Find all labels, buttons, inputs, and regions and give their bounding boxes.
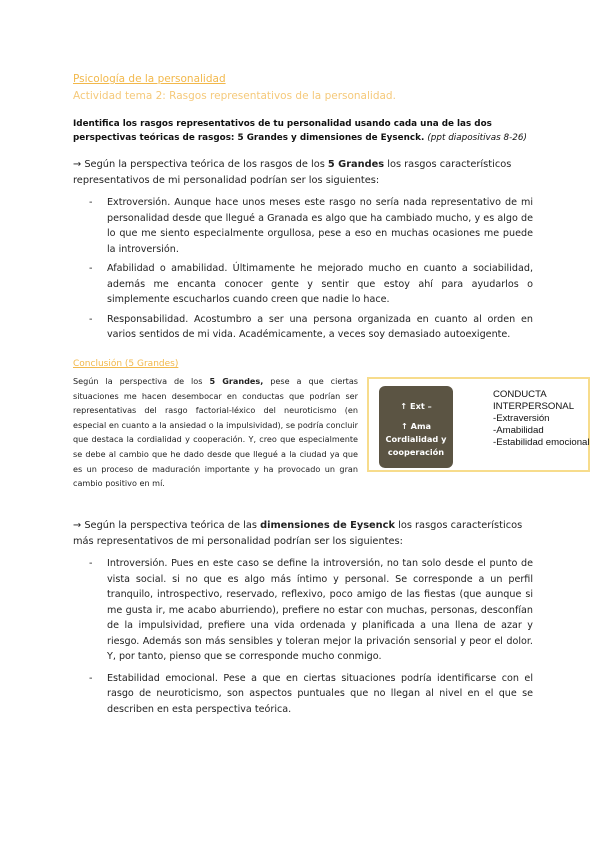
figure-summary-box xyxy=(379,386,453,468)
list-item: - Extroversión. Aunque hace unos meses este rasgo no sería nada representativo de mi personalidad desde que llegué a Granada es algo que ha cambiado mucho, y es algo de lo que me siento especialmente orgullosa, pese a eso en muchas ocasiones me puede la introversión. xyxy=(89,197,533,255)
figure-item: -Extraversión xyxy=(493,413,550,424)
eysenck-list xyxy=(73,556,533,721)
course-title: Psicología de la personalidad xyxy=(73,73,226,85)
conclusion-post: pese a que ciertas situaciones me hacen desembocar en conductas que podrían ser representativas del rasgo factorial-léxico del neuroticismo (en especial en cuanto a la ansiedad o la impulsividad), se podría concluir que destaca la cordialidad y cooperación. Y, creo que especialmente se debe al cambio que he dado desde que llegué a la ciudad ya que es un proceso de maduración importante y ha provocado un gran cambio positivo en mí. xyxy=(73,376,359,489)
big5-intro-post: los rasgos característicos representativos de mi personalidad podrían ser los siguientes: xyxy=(73,159,512,186)
eysenck-intro-pre: → Según la perspectiva teórica de las xyxy=(73,520,261,531)
figure-heading-2: INTERPERSONAL xyxy=(493,401,575,412)
big5-intro xyxy=(73,157,533,188)
conclusion-bold: 5 Grandes, xyxy=(209,376,264,386)
list-item-text: Estabilidad emocional. Pese a que en ciertas situaciones podría identificarse con el rasgo de neuroticismo, son aspectos puntuales que no llegan al nivel en el que se describen en esta perspectiva teórica. xyxy=(107,672,533,715)
list-item: - Responsabilidad. Acostumbro a ser una persona organizada en cuanto al orden en varios sentidos de mi vida. Académicamente, a veces soy demasiado autoexigente. xyxy=(89,313,533,340)
task-reference: (ppt diapositivas 8-26) xyxy=(427,133,527,143)
conclusion-title: Conclusión (5 Grandes) xyxy=(73,359,179,369)
list-item-text: Introversión. Pues en este caso se define la introversión, no tan solo desde el punto de vista social. si no que es algo más íntimo y personal. Se corresponde a un perfil tranquilo, introspectivo, reservado, reflexivo, poco amigo de las fiestas (que aunque si me gusta ir, me acabo aburriendo), prefiere no estar con muchas, personas, desconfían de la impulsividad, prefiere una vida ordenada y planificada a una llena de azar y riesgo. Además son más sensibles y toleran mejor la privación sensorial y peor el dolor. Y, por tanto, pienso que se corresponde mucho conmigo. xyxy=(107,558,533,662)
eysenck-intro-bold: dimensiones de Eysenck xyxy=(260,520,395,531)
conclusion-text xyxy=(73,374,358,491)
activity-title: Actividad tema 2: Rasgos representativos de la personalidad. xyxy=(73,90,396,102)
summary-line-ext: ↑ Ext – xyxy=(400,401,432,411)
list-item-text: Extroversión. Aunque hace unos meses este rasgo no sería nada representativo de mi personalidad desde que llegué a Granada es algo que ha cambiado mucho, y es algo de lo que me siento especialmente orgullosa, pese a eso en muchas ocasiones me puede la introversión. xyxy=(107,197,533,255)
big5-intro-pre: → Según la perspectiva teórica de los rasgos de los xyxy=(73,159,328,170)
figure-interpersonal xyxy=(493,389,590,449)
list-item: - Afabilidad o amabilidad. Últimamente he mejorado mucho en cuanto a sociabilidad, además me encanta conocer gente y sentir que estoy ahí para ayudarlos o simplemente escucharlos cuando creen que nadie lo hace. xyxy=(89,263,533,305)
figure-item: -Amabilidad xyxy=(493,425,544,436)
eysenck-intro xyxy=(73,518,533,549)
eysenck-intro-post: los rasgos característicos más representativos de mi personalidad podrían ser los siguientes: xyxy=(73,520,523,547)
list-item: - Introversión. Pues en este caso se define la introversión, no tan solo desde el punto de vista social. si no que es algo más íntimo y personal. Se corresponde a un perfil tranquilo, introspectivo, reservado, reflexivo, poco amigo de las fiestas (que aunque si me gusta ir, me acabo aburriendo), prefiere no estar con muchas, personas, desconfían de la impulsividad, prefiere una vida ordenada y planificada a una llena de azar y riesgo. Además son más sensibles y toleran mejor la privación sensorial y peor el dolor. Y, por tanto, pienso que se corresponde mucho conmigo. xyxy=(89,558,533,662)
task-statement xyxy=(73,117,533,145)
figure-heading-1: CONDUCTA xyxy=(493,389,547,400)
big5-list xyxy=(73,195,533,347)
big5-intro-bold: 5 Grandes xyxy=(327,159,385,170)
figure-item: -Estabilidad emocional xyxy=(493,437,590,448)
task-text: Identifica los rasgos representativos de tu personalidad usando cada una de las dos perspectivas teóricas de rasgos: 5 Grandes y dimensiones de Eysenck. xyxy=(73,119,492,143)
list-item-text: Responsabilidad. Acostumbro a ser una persona organizada en cuanto al orden en varios sentidos de mi vida. Académicamente, a veces soy demasiado autoexigente. xyxy=(107,313,533,340)
list-item-text: Afabilidad o amabilidad. Últimamente he mejorado mucho en cuanto a sociabilidad, además me encanta conocer gente y sentir que estoy ahí para ayudarlos o simplemente escucharlos cuando creen que nadie lo hace. xyxy=(107,263,533,305)
summary-line-ama: ↑ Ama Cordialidad y cooperación xyxy=(385,421,447,457)
list-item: - Estabilidad emocional. Pese a que en ciertas situaciones podría identificarse con el rasgo de neuroticismo, son aspectos puntuales que no llegan al nivel en el que se describen en esta perspectiva teórica. xyxy=(89,672,533,715)
conclusion-pre: Según la perspectiva de los xyxy=(73,376,210,386)
